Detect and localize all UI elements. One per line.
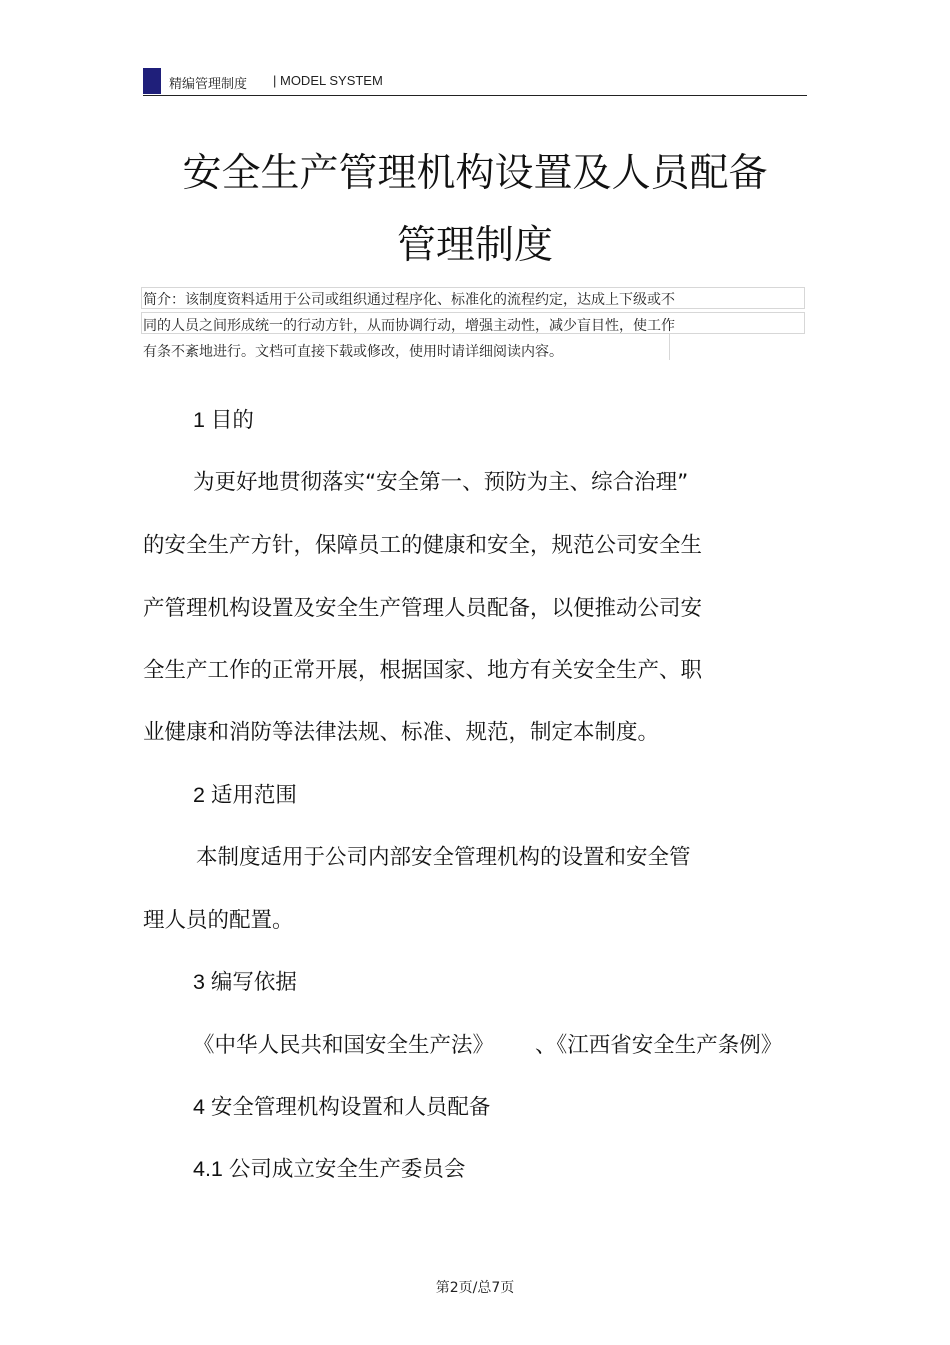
section-3-reference-law: 《中华人民共和国安全生产法》	[193, 1033, 495, 1058]
section-2-paragraph-line1: 本制度适用于公司内部安全管理机构的设置和安全管	[196, 845, 691, 870]
page-header	[143, 66, 807, 96]
document-title-line1: 安全生产管理机构设置及人员配备	[182, 151, 768, 196]
intro-text-line1: 简介：该制度资料适用于公司或组织通过程序化、标准化的流程约定，达成上下级或不	[143, 292, 675, 308]
section-3-reference-regulation: 、《江西省安全生产条例》	[535, 1033, 783, 1058]
page-number: 第2页/总7页	[435, 1280, 515, 1296]
section-4-1-heading: 4.1 公司成立安全生产委员会	[193, 1157, 466, 1181]
section-1-paragraph-line1: 为更好地贯彻落实“安全第一、预防为主、综合治理”	[193, 470, 689, 495]
section-4-heading: 4 安全管理机构设置和人员配备	[193, 1095, 491, 1119]
intro-frame-divider	[669, 334, 670, 360]
section-1-paragraph-line5: 业健康和消防等法律法规、标准、规范，制定本制度。	[143, 720, 660, 745]
intro-text-line2: 同的人员之间形成统一的行动方针，从而协调行动，增强主动性，减少盲目性，使工作	[143, 318, 675, 334]
section-1-paragraph-line2: 的安全生产方针，保障员工的健康和安全，规范公司安全生	[143, 533, 703, 558]
logo-icon	[143, 68, 161, 94]
document-title-line2: 管理制度	[396, 223, 553, 268]
section-1-paragraph-line4: 全生产工作的正常开展，根据国家、地方有关安全生产、职	[143, 658, 703, 683]
section-3-heading: 3 编写依据	[193, 970, 297, 994]
section-1-paragraph-line3: 产管理机构设置及安全生产管理人员配备，以便推动公司安	[143, 596, 703, 621]
section-1-heading: 1 目的	[193, 408, 254, 432]
intro-text-line3: 有条不紊地进行。文档可直接下载或修改，使用时请详细阅读内容。	[143, 344, 563, 360]
section-2-heading: 2 适用范围	[193, 783, 297, 807]
header-model-system: | MODEL SYSTEM	[273, 73, 383, 88]
header-label: 精编管理制度	[169, 77, 248, 92]
section-2-paragraph-line2: 理人员的配置。	[143, 908, 294, 933]
